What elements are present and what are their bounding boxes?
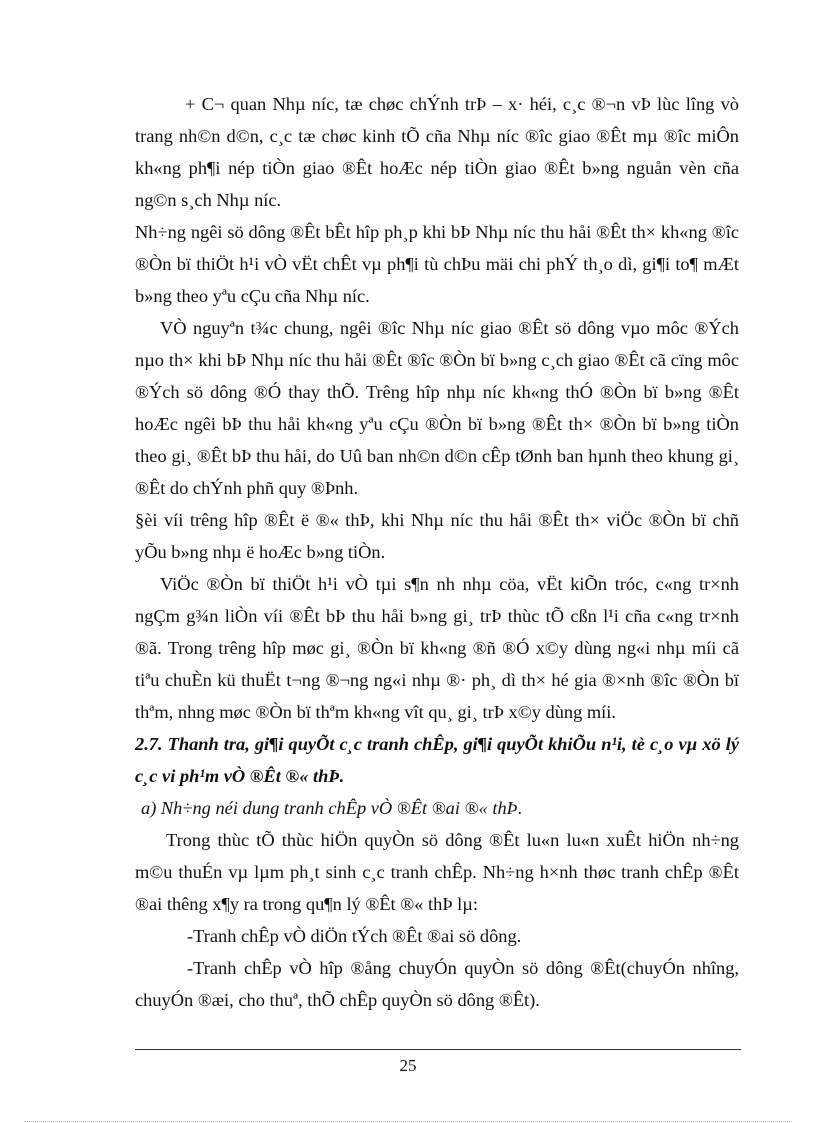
list-item-contract-dispute: -Tranh chÊp vÒ hîp ®ång chuyÓn quyÒn sö dông ®Êt(chuyÓn nhîng, chuyÓn ®æi, cho thuª, thÕ chÊp quyÒn sö dông ®Êt). bbox=[135, 958, 739, 1010]
list-item-area-dispute: -Tranh chÊp vÒ diÖn tÝch ®Êt ®ai sö dông. bbox=[187, 926, 522, 946]
section-heading: 2.7. Thanh tra, gi¶i quyÕt c¸c tranh chÊp, gi¶i quyÕt khiÕu n¹i, tè c¸o vµ xö lý c¸c vi ph¹m vÒ ®Êt ®« thÞ. bbox=[135, 734, 739, 786]
footer-divider bbox=[135, 1049, 741, 1050]
page-number: 25 bbox=[399, 1056, 417, 1075]
page-bottom-edge bbox=[24, 1121, 792, 1122]
paragraph-state-agencies: + C¬ quan Nhµ níc, tæ chøc chÝnh trÞ – x· héi, c¸c ®¬n vÞ lùc lîng vò trang nh©n d©n, c¸c tæ chøc kinh tÕ cña Nhµ níc ®îc giao ®Êt mµ ®îc miÔn kh«ng ph¶i nép tiÒn giao ®Êt hoÆc nép tiÒn giao ®Êt b»ng nguån vèn cña ng©n s¸ch Nhµ níc. bbox=[135, 94, 739, 210]
paragraph-illegal-users: Nh÷ng ngêi sö dông ®Êt bÊt hîp ph¸p khi bÞ Nhµ níc thu håi ®Êt th× kh«ng ®îc ®Òn bï thiÖt h¹i vÒ vËt chÊt vµ ph¶i tù chÞu mäi chi phÝ th¸o dì, gi¶i to¶ mÆt b»ng theo yªu cÇu cña Nhµ níc. bbox=[135, 222, 739, 306]
paragraph-urban-residential-land: §èi víi trêng hîp ®Êt ë ®« thÞ, khi Nhµ níc thu håi ®Êt th× viÖc ®Òn bï chñ yÕu b»ng nhµ ë hoÆc b»ng tiÒn. bbox=[135, 510, 739, 562]
subsection-heading: a) Nh÷ng néi dung tranh chÊp vÒ ®Êt ®ai ®« thÞ. bbox=[141, 798, 523, 818]
paragraph-disputes-intro: Trong thùc tÕ thùc hiÖn quyÒn sö dông ®Êt lu«n lu«n xuÊt hiÖn nh÷ng m©u thuÉn vµ lµm ph¸t sinh c¸c tranh chÊp. Nh÷ng h×nh thøc tranh chÊp ®Êt ®ai thêng x¶y ra trong qu¶n lý ®Êt ®« thÞ lµ: bbox=[135, 830, 739, 914]
body-text bbox=[135, 88, 739, 1016]
paragraph-property-compensation: ViÖc ®Òn bï thiÖt h¹i vÒ tµi s¶n nh nhµ cöa, vËt kiÕn tróc, c«ng tr×nh ngÇm g¾n liÒn víi ®Êt bÞ thu håi b»ng gi¸ trÞ thùc tÕ cßn l¹i cña c«ng tr×nh ®ã. Trong trêng hîp møc gi¸ ®Òn bï kh«ng ®ñ ®Ó x©y dùng ng«i nhµ míi cã tiªu chuÈn kü thuËt t¬ng ®¬ng ng«i nhµ ®· ph¸ dì th× hé gia ®×nh ®îc ®Òn bï thªm, nhng møc ®Òn bï thªm kh«ng vît qu¸ gi¸ trÞ x©y dùng míi. bbox=[135, 574, 739, 722]
paragraph-general-principle: VÒ nguyªn t¾c chung, ngêi ®îc Nhµ níc giao ®Êt sö dông vµo môc ®Ých nµo th× khi bÞ Nhµ níc thu håi ®Êt ®îc ®Òn bï b»ng c¸ch giao ®Êt cã cïng môc ®Ých sö dông ®Ó thay thÕ. Trêng hîp nhµ níc kh«ng thÓ ®Òn bï b»ng ®Êt hoÆc ngêi bÞ thu håi kh«ng yªu cÇu ®Òn bï b»ng ®Êt th× ®Òn bï b»ng tiÒn theo gi¸ ®Êt bÞ thu håi, do Uû ban nh©n d©n cÊp tØnh ban hµnh theo khung gi¸ ®Êt do chÝnh phñ quy ®Þnh. bbox=[135, 318, 739, 498]
